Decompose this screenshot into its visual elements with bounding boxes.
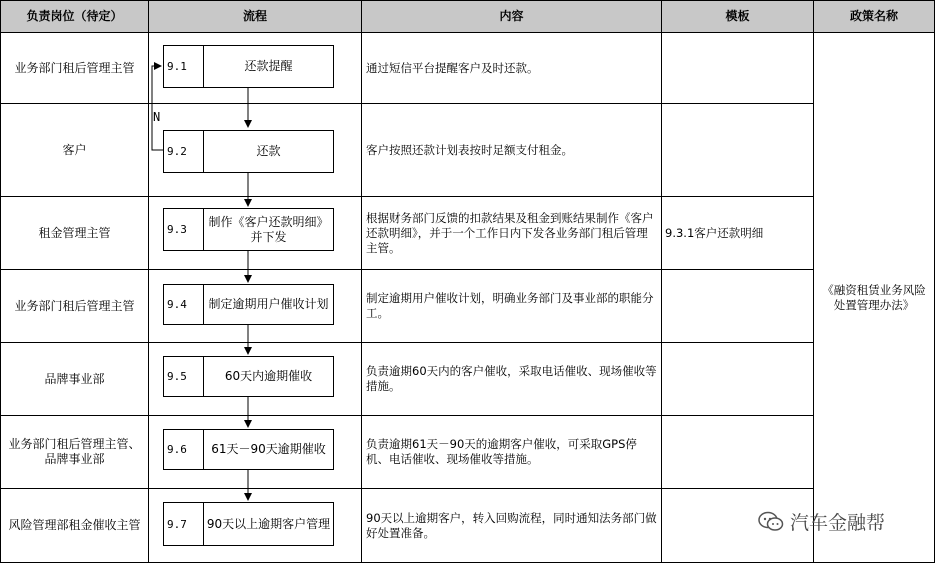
template-cell: 9.3.1客户还款明细 — [661, 196, 814, 270]
step-number: 9.6 — [164, 430, 204, 469]
step-label: 90天以上逾期客户管理 — [206, 516, 331, 531]
flow-step-box — [163, 502, 334, 546]
flow-step-box — [163, 208, 334, 251]
content-cell: 90天以上逾期客户，转入回购流程，同时通知法务部门做好处置准备。 — [361, 488, 662, 563]
step-label: 还款提醒 — [244, 59, 293, 73]
role-cell: 品牌事业部 — [0, 342, 149, 416]
step-number: 9.7 — [164, 503, 204, 545]
header-content: 内容 — [361, 0, 662, 33]
wechat-icon — [758, 511, 784, 533]
step-label: 制定逾期用户催收计划 — [208, 297, 329, 311]
step-number: 9.2 — [164, 131, 204, 172]
step-number: 9.5 — [164, 357, 204, 396]
content-cell: 通过短信平台提醒客户及时还款。 — [361, 32, 662, 104]
role-cell: 租金管理主管 — [0, 196, 149, 270]
step-number: 9.3 — [164, 209, 204, 250]
flow-step-box — [163, 356, 334, 397]
header-policy: 政策名称 — [813, 0, 935, 33]
content-cell: 制定逾期用户催收计划，明确业务部门及事业部的职能分工。 — [361, 269, 662, 343]
header-role: 负责岗位（待定） — [0, 0, 149, 33]
step-label: 制作《客户还款明细》并下发 — [208, 214, 329, 244]
flow-step-box — [163, 429, 334, 470]
flow-step-box — [163, 130, 334, 173]
flow-step-box — [163, 284, 334, 325]
role-cell: 业务部门租后管理主管 — [0, 32, 149, 104]
content-cell: 客户按照还款计划表按时足额支付租金。 — [361, 103, 662, 197]
policy-cell: 《融资租赁业务风险处置管理办法》 — [813, 32, 935, 563]
role-cell: 业务部门租后管理主管 — [0, 269, 149, 343]
content-cell: 根据财务部门反馈的扣款结果及租金到账结果制作《客户还款明细》，并于一个工作日内下发各业务部门租后管理主管。 — [361, 196, 662, 270]
loop-label: N — [153, 110, 161, 124]
step-label: 61天－90天逾期催收 — [211, 442, 326, 456]
role-cell: 风险管理部租金催收主管 — [0, 488, 149, 563]
content-cell: 负责逾期61天－90天的逾期客户催收，可采取GPS停机、电话催收、现场催收等措施。 — [361, 415, 662, 489]
header-flow: 流程 — [148, 0, 362, 33]
step-label: 还款 — [256, 144, 281, 158]
role-cell: 业务部门租后管理主管、品牌事业部 — [0, 415, 149, 489]
step-label: 60天内逾期催收 — [224, 369, 313, 383]
step-number: 9.1 — [164, 46, 204, 87]
watermark — [758, 508, 885, 535]
content-cell: 负责逾期60天内的客户催收，采取电话催收、现场催收等措施。 — [361, 342, 662, 416]
watermark-text: 汽车金融帮 — [790, 512, 886, 534]
role-cell: 客户 — [0, 103, 149, 197]
flow-step-box — [163, 45, 334, 88]
step-number: 9.4 — [164, 285, 204, 324]
header-template: 模板 — [661, 0, 814, 33]
